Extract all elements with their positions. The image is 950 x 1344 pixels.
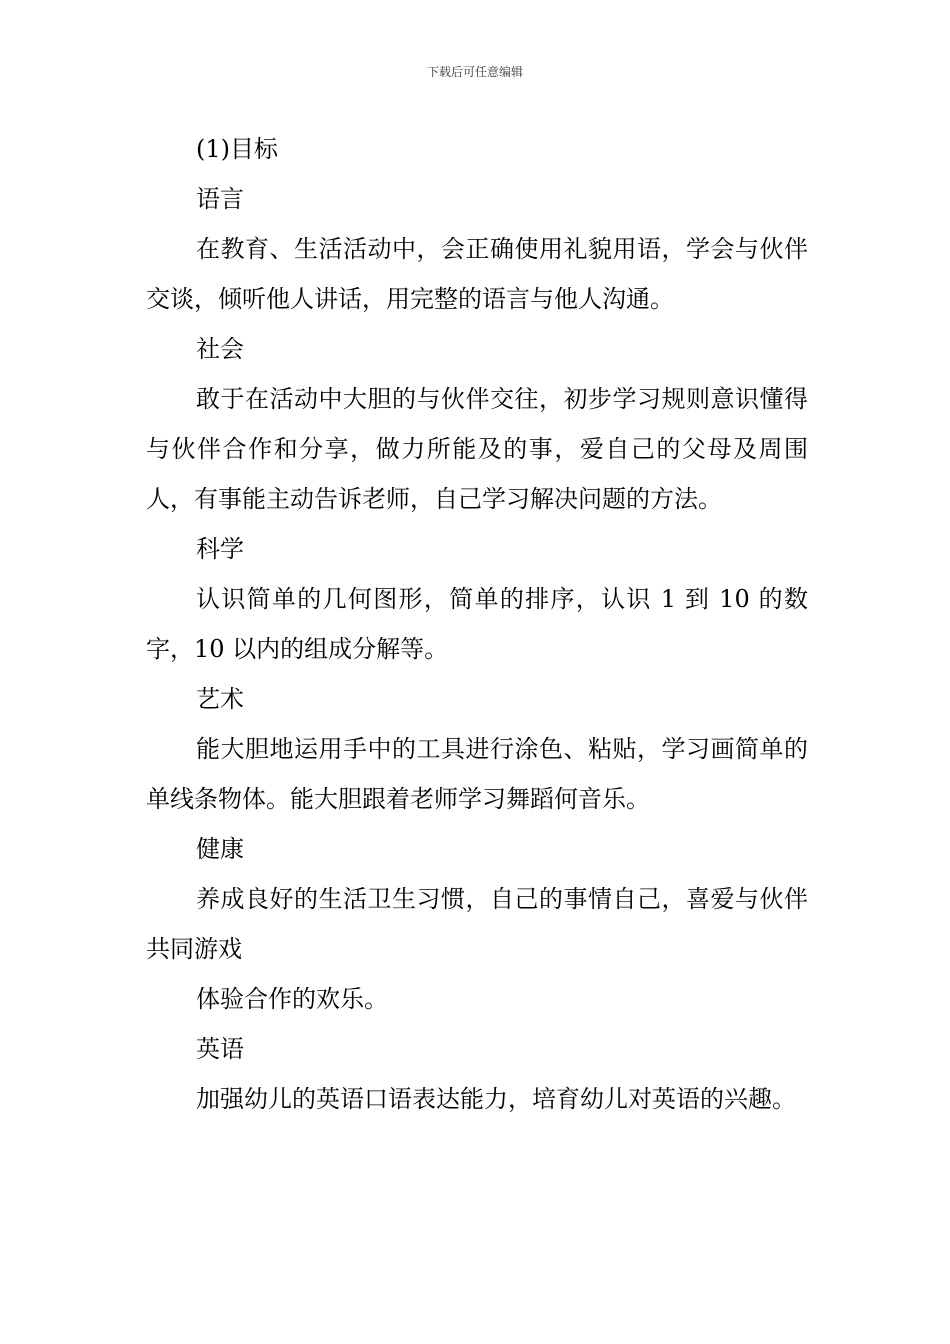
subheading-language: 语言 xyxy=(196,185,244,213)
paragraph-society: 敢于在活动中大胆的与伙伴交往，初步学习规则意识懂得与伙伴合作和分享，做力所能及的事，爱自己的父母及周围人，有事能主动告诉老师，自己学习解决问题的方法。 xyxy=(146,385,808,513)
subheading-science: 科学 xyxy=(196,535,244,563)
paragraph-science: 认识简单的几何图形，简单的排序，认识 1 到 10 的数字，10 以内的组成分解等。 xyxy=(146,585,808,663)
paragraph-health-continued: 体验合作的欢乐。 xyxy=(196,985,388,1013)
paragraph-language: 在教育、生活活动中，会正确使用礼貌用语，学会与伙伴交谈，倾听他人讲话，用完整的语言与他人沟通。 xyxy=(146,235,808,313)
paragraph-health: 养成良好的生活卫生习惯，自己的事情自己，喜爱与伙伴共同游戏 xyxy=(146,885,808,963)
section-heading-goals: (1)目标 xyxy=(196,135,278,163)
paragraph-art: 能大胆地运用手中的工具进行涂色、粘贴，学习画简单的单线条物体。能大胆跟着老师学习舞蹈何音乐。 xyxy=(146,735,808,813)
subheading-society: 社会 xyxy=(196,335,244,363)
subheading-english: 英语 xyxy=(196,1035,244,1063)
subheading-art: 艺术 xyxy=(196,685,244,713)
paragraph-english: 加强幼儿的英语口语表达能力，培育幼儿对英语的兴趣。 xyxy=(196,1085,796,1113)
document-body xyxy=(146,124,808,1124)
page-header-note: 下载后可任意编辑 xyxy=(426,65,523,79)
subheading-health: 健康 xyxy=(196,835,244,863)
